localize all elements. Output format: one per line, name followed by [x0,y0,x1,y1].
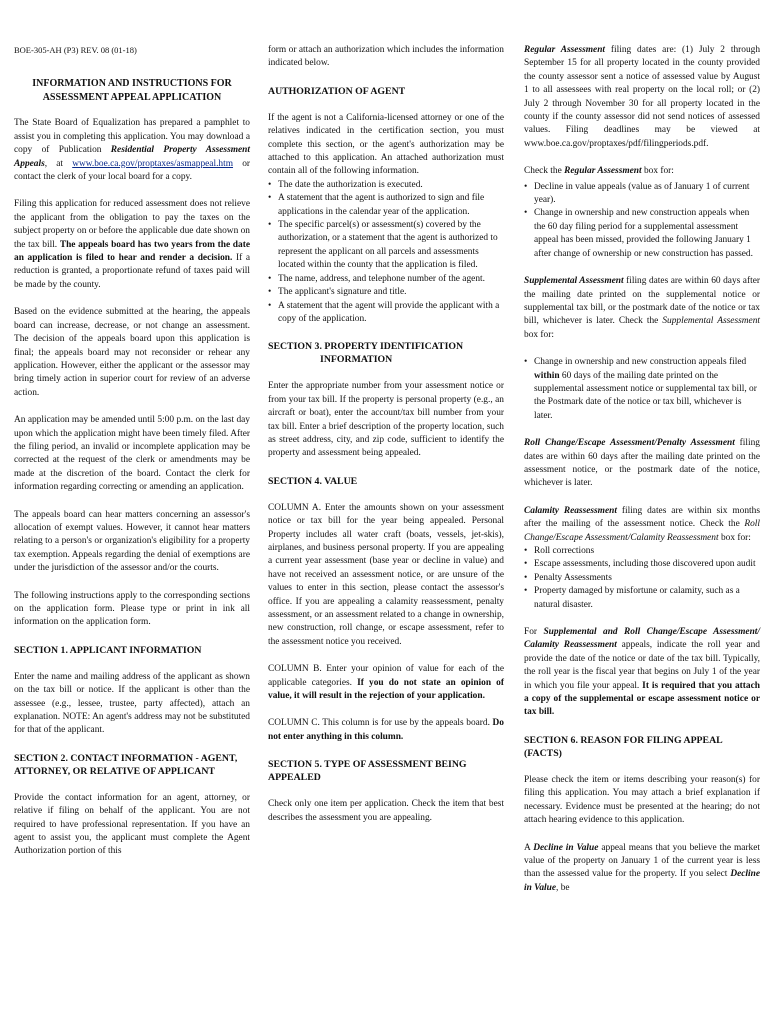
section-6-heading: SECTION 6. REASON FOR FILING APPEAL (FACTS) [524,734,723,759]
calamity-list [524,545,760,612]
form-id: BOE-305-AH (P3) REV. 08 (01-18) [14,45,137,55]
authorization-text: If the agent is not a California-licensed attorney or one of the relatives indicated in the certification section, you must complete this section, or the agent's authorization may be attached to this application. An attached authorization must contain all of the following information. [268,112,504,177]
list-item: • Escape assessments, including those discovered upon audit [524,558,760,571]
section-1-heading: SECTION 1. APPLICANT INFORMATION [14,644,202,656]
list-item: • Change in ownership and new construction appeals filed within 60 days of the mailing date printed on the supplemental assessment notice or supplemental tax bill, or the Postmark date of the notice or tax bill, whichever is later. [524,356,760,423]
list-item: • Penalty Assessments [524,572,760,585]
list-item: • Decline in value appeals (value as of January 1 of current year). [524,181,760,208]
section-4-heading: SECTION 4. VALUE [268,475,358,487]
supplemental-roll-text: For Supplemental and Roll Change/Escape Assessment/ Calamity Reassessment appeals, indicate the roll year and provide the date of the notice or date of the tax bill. Typically, the roll year is the fiscal year that begins on July 1 of the year in which you file your appeal. It is required that you attach a copy of the supplemental or escape assessment notice or tax bill. [524,627,760,718]
section-2-heading: SECTION 2. CONTACT INFORMATION - AGENT, ATTORNEY, OR RELATIVE OF APPLICANT [14,752,238,777]
roll-change-text: Roll Change/Escape Assessment/Penalty Assessment filing dates are within 60 days after the mailing date printed on the assessment notice, or the postmark date of the notice, whichever is later. [524,438,760,489]
column-c-text: COLUMN C. This column is for use by the appeals board. Do not enter anything in this column. [268,718,504,742]
section-5-text: Check only one item per application. Check the item that best describes the assessment you are appealing. [268,799,504,823]
calamity-text: Calamity Reassessment filing dates are within six months after the mailing of the assessment notice. Check the Roll Change/Escape Assessment/Calamity Reassessment box for: [524,505,760,543]
list-item: • The specific parcel(s) or assessment(s) covered by the authorization, or a statement that the agent is authorized to represent the applicant on all parcels and assessments located within the county that the application is filed. [268,219,504,273]
regular-list [524,181,760,261]
evidence-paragraph: Based on the evidence submitted at the hearing, the appeals board can increase, decrease, or not change an assessment. The decision of the appeals board upon this application is final; the appeals board may not reconsider or rehear any application. However, either the applicant or the assessor may bring timely action in superior court for review of an adverse action. [14,307,250,398]
section-1-text: Enter the name and mailing address of the applicant as shown on the tax bill or notice. If the applicant is other than the assessee (e.g., lessee, trustee, party affected), attach an explanation. NOTE: An agent's address may not be substituted for that of the applicant. [14,671,250,736]
column-a-text: COLUMN A. Enter the amounts shown on your assessment notice or tax bill for the year being appealed. Personal Property includes all water craft (boats, vessels, jet-skis), airplanes, and business personal property. If you are appealing a current year assessment (base year or decline in value) and have not received an assessment notice, or are unsure of the values to enter in this section, please contact the assessor's office. If you are appealing a calamity reassessment, penalty assessment, or an assessment related to a change in ownership, new construction, roll change, or escape assessment, refer to the assessment notice you received. [268,502,504,647]
section-2-text: Provide the contact information for an agent, attorney, or relative if filing on behalf of the applicant. You are not required to have professional representation. If you have an agent to assist you, the applicant must complete the Agent Authorization portion of this [14,792,250,857]
page-title-line-2: ASSESSMENT APPEAL APPLICATION [42,92,222,104]
publication-title: Residential Property Assessment Appeals [14,145,250,169]
exemption-paragraph: The appeals board can hear matters concerning an assessor's allocation of exempt values. However, it cannot hear matters relating to a person's or organization's eligibility for a property tax exemption. Appeals regarding the denial of exemptions are under the jurisdiction of the assessor and/or the courts. [14,509,250,574]
column-3 [524,44,760,909]
list-item: • Property damaged by misfortune or calamity, such as a natural disaster. [524,585,760,612]
authorization-list [268,179,504,326]
page-title-line-1: INFORMATION AND INSTRUCTIONS FOR [32,78,232,90]
regular-check-text: Check the Regular Assessment box for: [524,166,674,177]
page-title [14,77,250,105]
section-5-heading: SECTION 5. TYPE OF ASSESSMENT BEING APPEALED [268,759,467,784]
supplemental-list [524,356,760,423]
publication-link[interactable]: www.boe.ca.gov/proptaxes/asmappeal.htm [72,158,234,169]
list-item: • Roll corrections [524,545,760,558]
section-3-heading: SECTION 3. PROPERTY IDENTIFICATION INFORMATION [268,341,464,366]
section-6-text: Please check the item or items describing your reason(s) for filing this application. You may attach a brief explanation if necessary. Evidence must be presented at the hearing; do not attach hearing evidence to this application. [524,774,760,826]
filing-paragraph: Filing this application for reduced assessment does not relieve the applicant from the obligation to pay the taxes on the subject property on or before the applicable due date shown on the tax bill. The appeals board has two years from the date an application is filed to hear and render a decision. If a reduction is granted, a proportionate refund of taxes paid will be made by the county. [14,199,251,290]
column-2 [268,44,504,839]
section-2-continued: form or attach an authorization which includes the information indicated below. [268,45,504,69]
column-b-text: COLUMN B. Enter your opinion of value for each of the applicable categories. If you do not state an opinion of value, it will result in the rejection of your application. [268,664,504,702]
instructions-paragraph: The following instructions apply to the corresponding sections on the application form. Please type or print in ink all information on the application form. [14,590,250,628]
list-item: • The name, address, and telephone number of the agent. [268,273,504,286]
list-item: • Change in ownership and new construction appeals when the 60 day filing period for a supplemental assessment appeal has been missed, provided the following January 1 after change of ownership or new construction has passed. [524,207,760,261]
list-item: • The date the authorization is executed. [268,179,504,192]
supplemental-assessment-text: Supplemental Assessment filing dates are within 60 days after the mailing date printed on the supplemental notice or supplemental tax bill, or the postmark date of the notice or tax bill, whichever is later. Check the Supplemental Assessment box for: [524,276,760,340]
decline-in-value-text: A Decline in Value appeal means that you believe the market value of the property on January 1 of the current year is less than the assessed value for the property. If you select Decline in Value, be [524,842,760,893]
list-item: • The applicant's signature and title. [268,286,504,299]
intro-paragraph: The State Board of Equalization has prepared a pamphlet to assist you in completing this application. You may download a copy of Publication Residential Property Assessment Appeals, at www.boe.ca.gov/proptaxes/asmappeal.htm or contact the clerk of your local board for a copy. [14,118,250,183]
list-item: • A statement that the agent is authorized to sign and file applications in the calendar year of the application. [268,192,504,219]
list-item: • A statement that the agent will provide the applicant with a copy of the application. [268,300,504,327]
regular-assessment-text: Regular Assessment filing dates are: (1) July 2 through September 15 for all property located in the county provided the county assessor sent a notice of assessed value by August 1 to all assessees with real property on the local roll; or (2) July 2 through November 30 for all property located in the county if the county assessor did not send notices of assessed values. Filing deadlines may be viewed at www.boe.ca.gov/proptaxes/pdf/filingperiods.pdf. [524,45,761,149]
section-3-text: Enter the appropriate number from your assessment notice or from your tax bill. If the property is personal property (e.g., an aircraft or boat), enter the account/tax bill number from your tax bill. Enter a brief description of the property location, such as street address, city, and zip code, sufficient to identify the property and assessment being appealed. [268,381,504,459]
column-1 [14,44,250,873]
amendment-paragraph: An application may be amended until 5:00 p.m. on the last day upon which the application might have been timely filed. After the filing period, an invalid or incomplete application may be corrected at the request of the clerk or amendments may be made at the discretion of the board. Contact the clerk for information regarding correcting or amending an application. [14,415,250,493]
authorization-heading: AUTHORIZATION OF AGENT [268,85,406,97]
